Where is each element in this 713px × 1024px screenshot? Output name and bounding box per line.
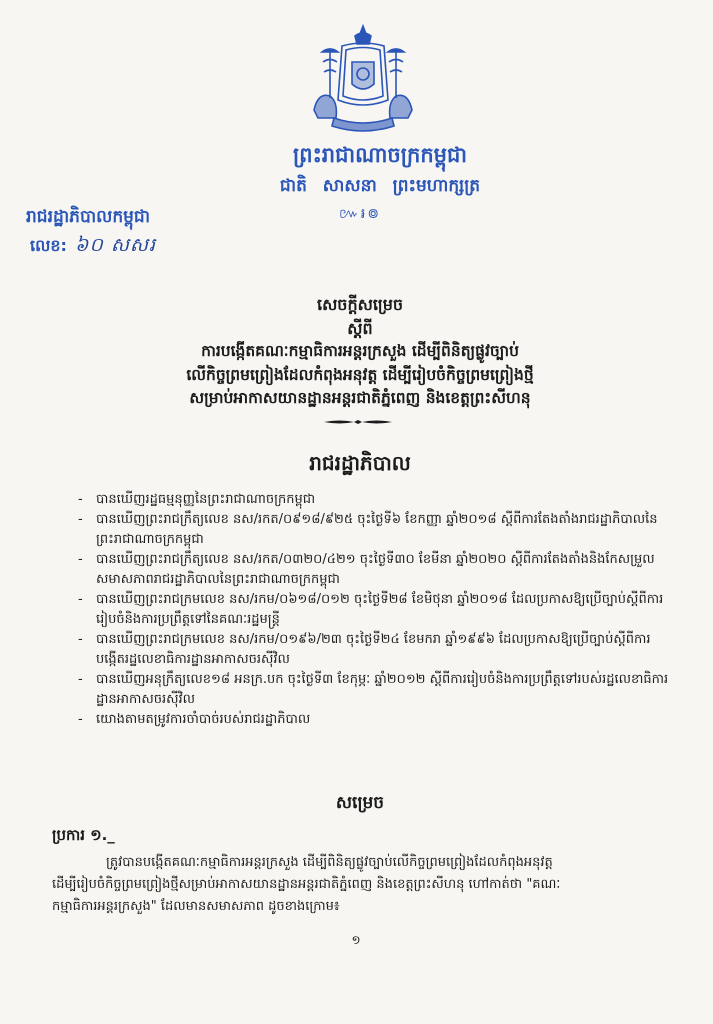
article-1-line: កម្មាធិការអន្តរក្រសួង" ដែលមានសមាសភាព ដូចខាងក្រោម៖ bbox=[52, 899, 340, 914]
section-decision-heading: សម្រេច bbox=[335, 793, 385, 813]
list-item: - បានឃើញអនុក្រឹត្យលេខ១៨ អនក្រ.បក ចុះថ្ងៃទី៣ ខែកុម្ភៈ ឆ្នាំ២០១២ ស្ដីពីការរៀបចំនិងការប្រព្រឹត្តទៅរបស់រដ្ឋលេខាធិការដ្ឋានអាកាសចរស៊ីវិល bbox=[76, 670, 676, 710]
document-number-value: ៦០ សសរ bbox=[74, 234, 157, 256]
list-item: - បានឃើញព្រះរាជក្រមលេខ នស/រកម/០១៩៦/២៣ ចុះថ្ងៃទី២៤ ខែមករា ឆ្នាំ១៩៩៦ ដែលប្រកាសឱ្យប្រើច្បាប់ស្ដីពីការបង្កើតរដ្ឋលេខាធិការដ្ឋានអាកាសចរស៊ីវិល bbox=[76, 630, 676, 670]
royal-coat-of-arms-icon bbox=[308, 22, 418, 134]
list-item: - យោងតាមតម្រូវការចាំបាច់របស់រាជរដ្ឋាភិបាល bbox=[76, 710, 676, 730]
kingdom-name: ព្រះរាជាណាចក្រកម្ពុជា bbox=[292, 143, 467, 167]
document-type-title: សេចក្ដីសម្រេច bbox=[316, 295, 403, 314]
issuing-government: រាជរដ្ឋាភិបាលកម្ពុជា bbox=[26, 207, 151, 227]
title-line-2: លើកិច្ចព្រមព្រៀងដែលកំពុងអនុវត្ត ដើម្បីរៀបចំកិច្ចព្រមព្រៀងថ្មី bbox=[186, 366, 534, 384]
title-subject-label: ស្ដីពី bbox=[347, 319, 373, 338]
section-government-heading: រាជរដ្ឋាភិបាល bbox=[309, 451, 411, 475]
national-motto: ជាតិ សាសនា ព្រះមហាក្សត្រ bbox=[279, 176, 481, 196]
article-1-label: ប្រការ ១._ bbox=[52, 826, 115, 844]
list-item: - បានឃើញរដ្ឋធម្មនុញ្ញនៃព្រះរាជាណាចក្រកម្ពុជា bbox=[76, 490, 676, 510]
header-ornament: ៚៛៙ bbox=[339, 206, 381, 222]
title-divider-ornament-icon bbox=[322, 418, 394, 426]
document-number bbox=[30, 234, 156, 257]
title-line-3: សម្រាប់អាកាសយានដ្ឋានអន្តរជាតិភ្នំពេញ និងខេត្តព្រះសីហនុ bbox=[189, 389, 531, 407]
page-number: ១ bbox=[351, 933, 361, 947]
list-item: - បានឃើញព្រះរាជក្រឹត្យលេខ នស/រកត/០៩១៨/៩២៥ ចុះថ្ងៃទី៦ ខែកញ្ញា ឆ្នាំ២០១៨ ស្ដីពីការតែងតាំងរាជរដ្ឋាភិបាលនៃព្រះរាជាណាចក្រកម្ពុជា bbox=[76, 510, 676, 550]
title-line-1: ការបង្កើតគណៈកម្មាធិការអន្តរក្រសួង ដើម្បីពិនិត្យផ្លូវច្បាប់ bbox=[201, 342, 519, 360]
considerations-list bbox=[76, 490, 676, 730]
article-1-line: ដើម្បីរៀបចំកិច្ចព្រមព្រៀងថ្មីសម្រាប់អាកាសយានដ្ឋានអន្តរជាតិភ្នំពេញ និងខេត្តព្រះសីហនុ ហៅកាត់ថា "គណៈ bbox=[52, 877, 561, 892]
list-item: - បានឃើញព្រះរាជក្រមលេខ នស/រកម/០៦១៨/០១២ ចុះថ្ងៃទី២៨ ខែមិថុនា ឆ្នាំ២០១៨ ដែលប្រកាសឱ្យប្រើច្បាប់ស្ដីពីការរៀបចំនិងការប្រព្រឹត្តទៅនៃគណៈរដ្ឋមន្ត្រី bbox=[76, 590, 676, 630]
article-1-line: ត្រូវបានបង្កើតគណៈកម្មាធិការអន្តរក្រសួង ដើម្បីពិនិត្យផ្លូវច្បាប់លើកិច្ចព្រមព្រៀងដែលកំពុងអនុវត្ត bbox=[106, 855, 553, 870]
article-1-body bbox=[52, 852, 664, 918]
list-item: - បានឃើញព្រះរាជក្រឹត្យលេខ នស/រកត/០៣២០/៤២១ ចុះថ្ងៃទី៣០ ខែមីនា ឆ្នាំ២០២០ ស្ដីពីការតែងតាំងនិងកែសម្រួលសមាសភាពរាជរដ្ឋាភិបាលនៃព្រះរាជាណាចក្រកម្ពុជា bbox=[76, 550, 676, 590]
document-number-label: លេខ: bbox=[30, 236, 67, 255]
